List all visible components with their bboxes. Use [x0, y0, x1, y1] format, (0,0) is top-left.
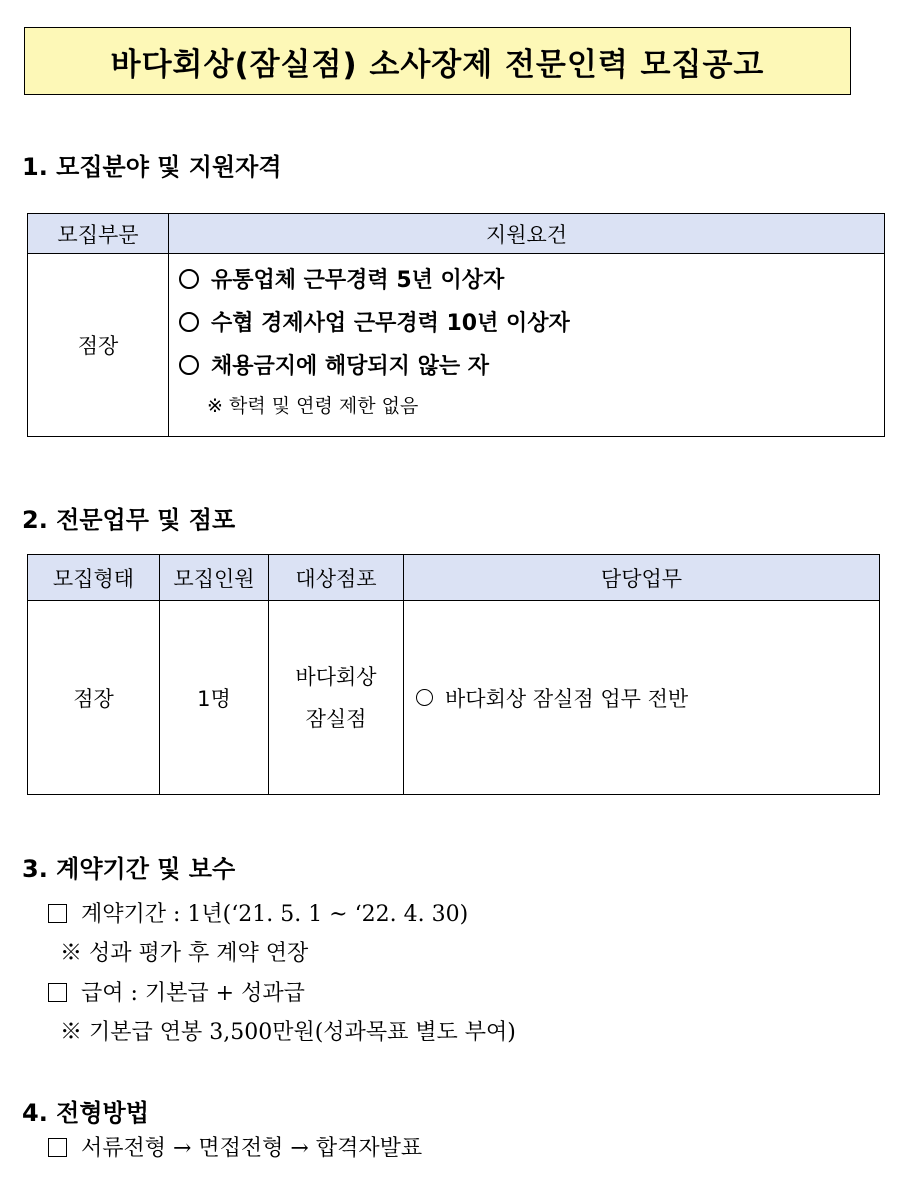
table-row	[28, 601, 880, 795]
table-row	[28, 254, 885, 437]
header-requirements: 지원요건	[169, 214, 885, 254]
type-cell: 점장	[28, 601, 160, 795]
header-count: 모집인원	[160, 555, 269, 601]
list-item: 수협 경제사업 근무경력 10년 이상자	[179, 309, 884, 352]
title-box	[24, 27, 851, 95]
store-name-line2: 잠실점	[305, 706, 367, 731]
requirements-note: ※ 학력 및 연령 제한 없음	[207, 395, 419, 417]
circle-bullet-icon	[179, 269, 199, 289]
list-item: 유통업체 근무경력 5년 이상자	[179, 266, 884, 309]
department-cell: 점장	[28, 254, 169, 437]
section-2-heading: 2. 전문업무 및 점포	[22, 506, 236, 534]
salary-note: ※ 기본급 연봉 3,500만원(성과목표 별도 부여)	[60, 1020, 516, 1045]
header-type: 모집형태	[28, 555, 160, 601]
header-store: 대상점포	[269, 555, 404, 601]
contract-period-item: 계약기간 : 1년(‘21. 5. 1 ~ ‘22. 4. 30)	[48, 897, 468, 928]
circle-bullet-icon	[179, 312, 199, 332]
circle-bullet-icon	[179, 355, 199, 375]
checkbox-square-icon	[48, 1138, 67, 1157]
duty-table	[27, 554, 880, 795]
section-3-heading: 3. 계약기간 및 보수	[22, 855, 236, 883]
count-cell: 1명	[160, 601, 269, 795]
section-4-heading: 4. 전형방법	[22, 1099, 149, 1127]
contract-note: ※ 성과 평가 후 계약 연장	[60, 941, 309, 966]
qualification-table	[27, 213, 885, 437]
circle-bullet-icon	[416, 689, 433, 706]
store-name-line1: 바다회상	[295, 664, 377, 689]
page-title: 바다회상(잠실점) 소사장제 전문인력 모집공고	[110, 46, 765, 83]
section-1-heading: 1. 모집분야 및 지원자격	[22, 153, 282, 181]
duty-cell: 바다회상 잠실점 업무 전반	[404, 601, 880, 795]
header-department: 모집부문	[28, 214, 169, 254]
checkbox-square-icon	[48, 904, 67, 923]
store-cell	[269, 601, 404, 795]
selection-process-item: 서류전형 → 면접전형 → 합격자발표	[48, 1131, 422, 1162]
checkbox-square-icon	[48, 983, 67, 1002]
salary-item: 급여 : 기본급 + 성과급	[48, 976, 305, 1007]
requirements-cell	[169, 254, 885, 437]
list-item: 채용금지에 해당되지 않는 자	[179, 352, 884, 395]
header-duty: 담당업무	[404, 555, 880, 601]
